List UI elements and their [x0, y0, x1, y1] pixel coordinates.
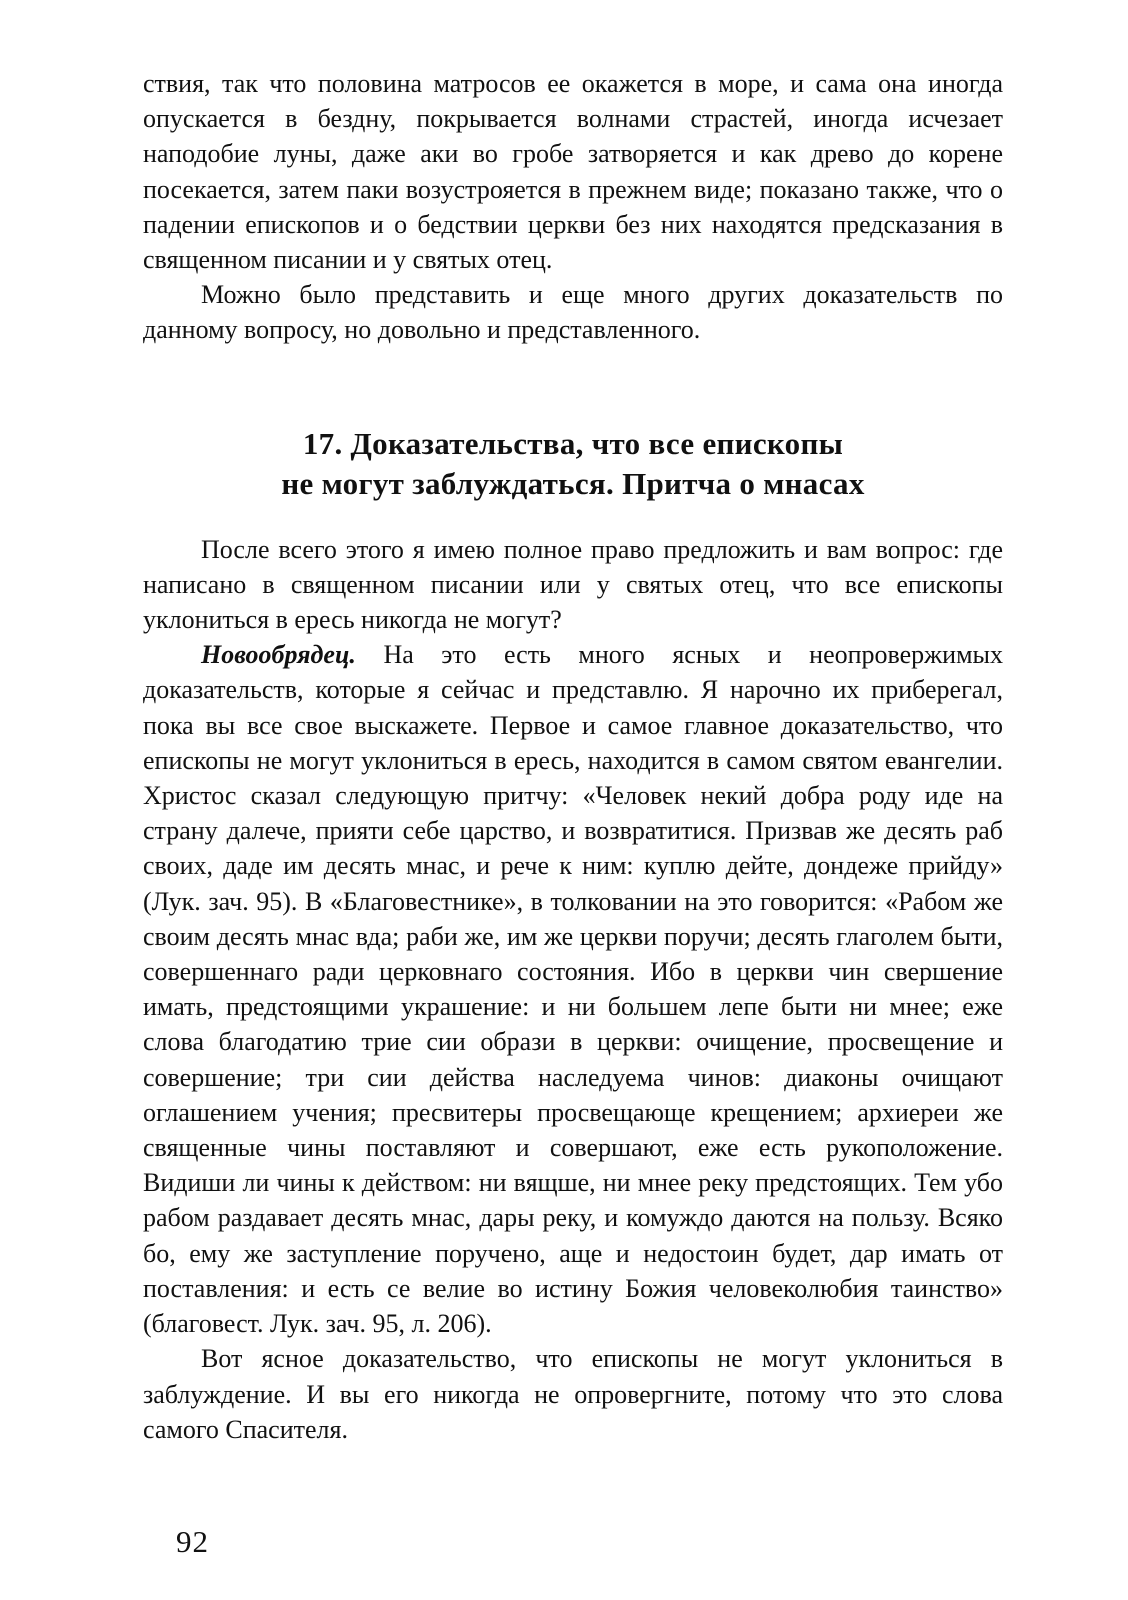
page-number: 92	[176, 1524, 209, 1559]
section-title-line-2: не могут заблуждаться. Притча о мнасах	[281, 465, 865, 501]
section-heading	[143, 424, 1003, 504]
section-title-line-1: 17. Доказательства, что все епископы	[302, 425, 844, 461]
paragraph: После всего этого я имею полное право предложить и вам вопрос: где написано в священном писании или у святых отец, что все епископы уклониться в ересь никогда не могут?	[143, 534, 1003, 635]
speaker-name: Новообрядец.	[201, 640, 356, 670]
page-body	[143, 66, 1003, 1447]
paragraph-continued: ствия, так что половина матросов ее окажется в море, и сама она иногда опускается в бездну, покрывается волнами страстей, иногда исчезает наподобие луны, даже аки во гробе затворяется и как древо до корене посекается, затем паки возустрояется в прежнем виде; показано также, что о падении епископов и о бедствии церкви без них находятся предсказания в священном писании и у святых отец.	[143, 69, 1003, 275]
paragraph: Вот ясное доказательство, что епископы не могут уклониться в заблуждение. И вы его никогда не опровергните, потому что это слова самого Спасителя.	[143, 1344, 1003, 1444]
dialogue-paragraph	[143, 637, 1003, 1341]
dialogue-text: На это есть много ясных и неопровержимых доказательств, которые я сейчас и представлю. Я нарочно их приберегал, пока вы все свое выскажете. Первое и самое главное доказательство, что епископы не могут уклониться в ересь, находится в самом святом евангелии. Христос сказал следующую притчу: «Человек некий добра роду иде на страну далече, прияти себе царство, и возвратитися. Призвав же десять раб своих, даде им десять мнас, и рече к ним: куплю дейте, дондеже прийду» (Лук. зач. 95). В «Благовестнике», в толковании на это говорится: «Рабом же своим десять мнас вда; раби же, им же церкви поручи; десять глаголем быти, совершеннаго ради церковнаго состояния. Ибо в церкви чин свершение имать, предстоящими украшение: и ни большем лепе быти ни мнее; еже слова благодатию трие сии образи в церкви: очищение, просвещение и совершение; три сии действа наследуема чинов: диаконы очищают оглашением учения; пресвитеры просвещающе крещением; архиереи же священные чины поставляют и совершают, еже есть рукоположение. Видиши ли чины к действом: ни вящше, ни мнее реку предстоящих. Тем убо рабом раздавает десять мнас, дары реку, и комуждо даются на пользу. Всяко бо, ему же заступление поручено, аще и недостоин будет, дар имать от поставления: и есть се велие во истину Божия человеколюбия таинство» (благовест. Лук. зач. 95, л. 206).	[143, 640, 1003, 1339]
paragraph: Можно было представить и еще много других доказательств по данному вопросу, но довольно и представленного.	[143, 280, 1003, 345]
